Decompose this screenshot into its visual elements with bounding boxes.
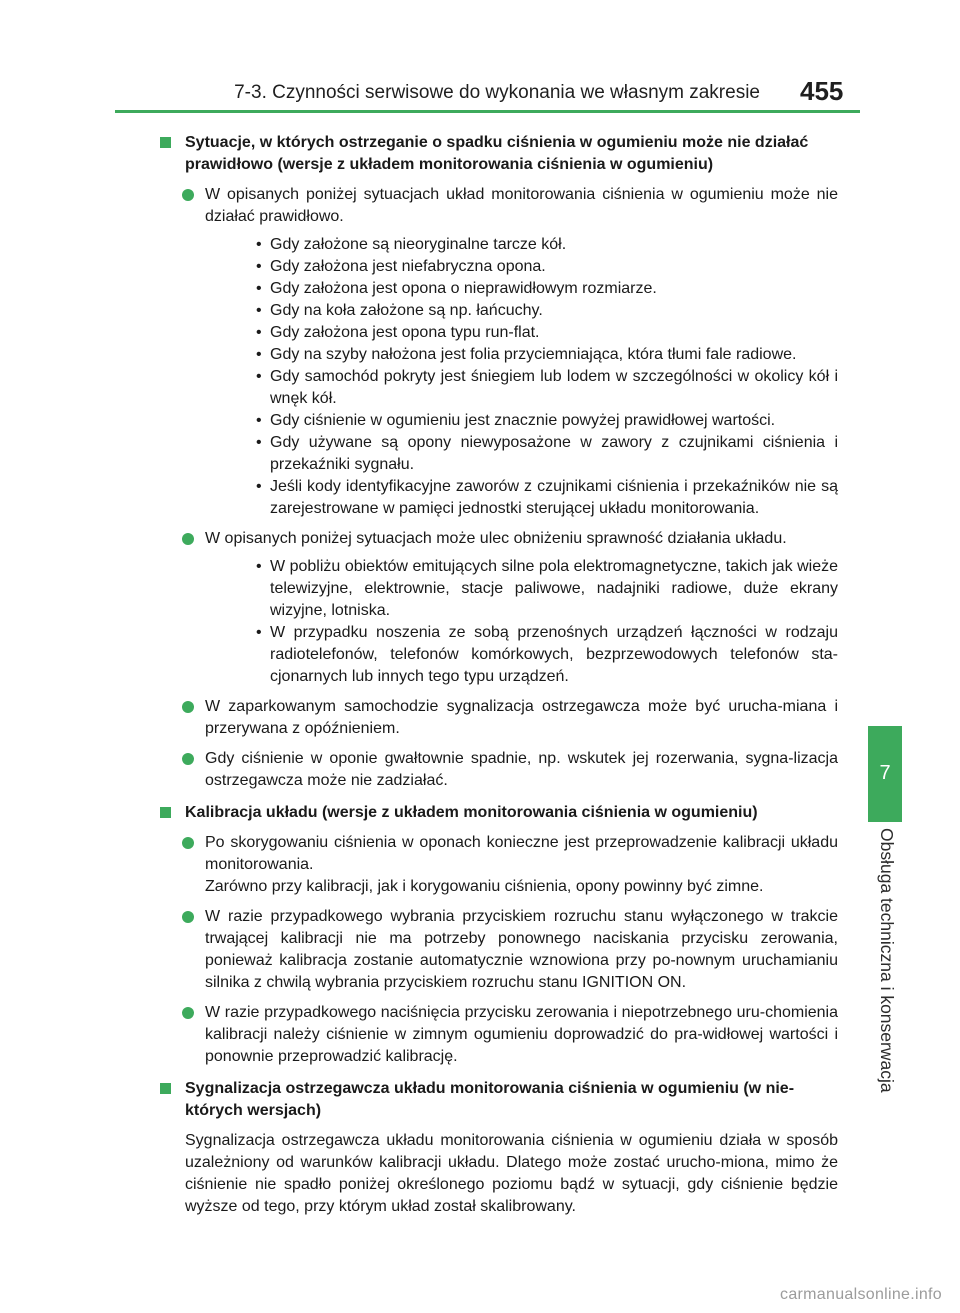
bullet-item bbox=[205, 366, 838, 410]
item-text: W razie przypadkowego wybrania przyciskiem rozruchu stanu wyłączonego w trakcie trwającej kalibracji nie ma potrzeby ponownego naciskania przycisku zerowania, ponieważ kalibracja zostanie automatycznie wznowiona przy po-nownym uruchamianiu silnika z chwilą wybrania przyciskiem rozruchu stanu IGNITION ON. bbox=[205, 908, 838, 991]
bullet-text: W przypadku noszenia ze sobą przenośnych urządzeń łączności w rodzaju radiotelefonów, telefonów komórkowych, bezprzewodowych telefonów sta-cjonarnych lub innych tego typu urządzeń. bbox=[270, 624, 838, 685]
header-divider bbox=[115, 110, 860, 113]
bullet-mark: • bbox=[256, 412, 262, 429]
circle-bullet-icon bbox=[182, 189, 194, 201]
bullet-mark: • bbox=[256, 280, 262, 297]
watermark: carmanualsonline.info bbox=[780, 1286, 942, 1303]
bullet-mark: • bbox=[256, 324, 262, 341]
list-item bbox=[160, 906, 838, 994]
list-item bbox=[160, 832, 838, 898]
bullet-mark: • bbox=[256, 478, 262, 495]
bullet-item bbox=[205, 322, 838, 344]
circle-bullet-icon bbox=[182, 701, 194, 713]
section-heading-text: Sytuacje, w których ostrzeganie o spadku ciśnienia w ogumieniu może nie działać prawidłowo (wersje z układem monitorowania ciśnienia w ogumieniu) bbox=[185, 134, 809, 173]
chapter-side-label bbox=[860, 828, 910, 1118]
page-number: 455 bbox=[800, 76, 844, 106]
chapter-tab bbox=[868, 726, 902, 822]
chapter-side-label-text: Obsługa techniczna i konserwacja bbox=[877, 828, 897, 1093]
section-heading bbox=[160, 802, 838, 824]
section-heading bbox=[160, 1078, 838, 1122]
circle-bullet-icon bbox=[182, 533, 194, 545]
circle-bullet-icon bbox=[182, 753, 194, 765]
section-heading-text: Sygnalizacja ostrzegawcza układu monitorowania ciśnienia w ogumieniu (w nie-których wersjach) bbox=[185, 1080, 795, 1119]
item-text-secondary: Zarówno przy kalibracji, jak i korygowaniu ciśnienia, opony powinny być zimne. bbox=[205, 878, 764, 895]
bullet-item bbox=[205, 256, 838, 278]
bullet-text: W pobliżu obiektów emitujących silne pola elektromagnetyczne, takich jak wieże telewizyjne, elektrownie, stacje paliwowe, nadajniki radiowe, duże ekrany wizyjne, lotniska. bbox=[270, 558, 838, 619]
section-calibration bbox=[160, 802, 838, 1068]
list-item bbox=[160, 528, 838, 688]
bullet-list bbox=[205, 234, 838, 520]
bullet-mark: • bbox=[256, 434, 262, 451]
bullet-item bbox=[205, 622, 838, 688]
item-text: W zaparkowanym samochodzie sygnalizacja ostrzegawcza może być urucha-miana i przerywana z opóźnieniem. bbox=[205, 698, 838, 737]
bullet-text: Gdy na szyby nałożona jest folia przyciemniająca, która tłumi fale radiowe. bbox=[270, 346, 797, 363]
bullet-mark: • bbox=[256, 558, 262, 575]
item-text: W razie przypadkowego naciśnięcia przycisku zerowania i niepotrzebnego uru-chomienia kalibracji należy ciśnienie w zimnym ogumieniu doprowadzić do pra-widłowej wartości i ponownie przeprowadzić kalibrację. bbox=[205, 1004, 838, 1065]
bullet-mark: • bbox=[256, 258, 262, 275]
item-text: Gdy ciśnienie w oponie gwałtownie spadnie, np. wskutek jej rozerwania, sygna-lizacja ostrzegawcza może nie zadziałać. bbox=[205, 750, 838, 789]
section-heading-text: Kalibracja układu (wersje z układem monitorowania ciśnienia w ogumieniu) bbox=[185, 804, 758, 821]
bullet-mark: • bbox=[256, 236, 262, 253]
page-content bbox=[160, 128, 838, 1218]
bullet-item bbox=[205, 556, 838, 622]
section-paragraph: Sygnalizacja ostrzegawcza układu monitorowania ciśnienia w ogumieniu działa w sposób uzależniony od warunków kalibracji układu. Dlatego może zostać urucho-miona, mimo że ciśnienie nie spadło poniżej określonego poziomu bądź w sytuacji, gdy ciśnienie będzie wyższe od tego, przy którym układ został skalibrowany. bbox=[185, 1132, 838, 1215]
circle-bullet-icon bbox=[182, 911, 194, 923]
chapter-tab-number: 7 bbox=[879, 762, 891, 784]
bullet-item bbox=[205, 278, 838, 300]
bullet-item bbox=[205, 432, 838, 476]
bullet-text: Gdy na koła założone są np. łańcuchy. bbox=[270, 302, 543, 319]
item-text: Po skorygowaniu ciśnienia w oponach konieczne jest przeprowadzenie kalibracji układu monitorowania. bbox=[205, 834, 838, 873]
circle-bullet-icon bbox=[182, 1007, 194, 1019]
square-bullet-icon bbox=[160, 1083, 171, 1094]
bullet-mark: • bbox=[256, 368, 262, 385]
bullet-text: Jeśli kody identyfikacyjne zaworów z czujnikami ciśnienia i przekaźników nie są zarejestrowane w pamięci jednostki sterującej układu monitorowania. bbox=[270, 478, 838, 517]
list-item bbox=[160, 696, 838, 740]
bullet-text: Gdy ciśnienie w ogumieniu jest znacznie powyżej prawidłowej wartości. bbox=[270, 412, 776, 429]
bullet-text: Gdy założona jest niefabryczna opona. bbox=[270, 258, 546, 275]
bullet-mark: • bbox=[256, 302, 262, 319]
section-tpms-malfunction bbox=[160, 132, 838, 792]
bullet-text: Gdy założona jest opona o nieprawidłowym rozmiarze. bbox=[270, 280, 657, 297]
item-text: W opisanych poniżej sytuacjach może ulec obniżeniu sprawność działania układu. bbox=[205, 530, 787, 547]
bullet-item bbox=[205, 300, 838, 322]
bullet-text: Gdy założone są nieoryginalne tarcze kół. bbox=[270, 236, 567, 253]
bullet-item bbox=[205, 410, 838, 432]
bullet-item bbox=[205, 476, 838, 520]
circle-bullet-icon bbox=[182, 837, 194, 849]
bullet-text: Gdy założona jest opona typu run-flat. bbox=[270, 324, 540, 341]
list-item bbox=[160, 748, 838, 792]
bullet-text: Gdy używane są opony niewyposażone w zawory z czujnikami ciśnienia i przekaźniki sygnału. bbox=[270, 434, 838, 473]
bullet-mark: • bbox=[256, 346, 262, 363]
page-header bbox=[0, 0, 960, 110]
square-bullet-icon bbox=[160, 807, 171, 818]
bullet-item bbox=[205, 344, 838, 366]
item-text: W opisanych poniżej sytuacjach układ monitorowania ciśnienia w ogumieniu może nie działać prawidłowo. bbox=[205, 186, 838, 225]
chapter-title: 7-3. Czynności serwisowe do wykonania we własnym zakresie bbox=[234, 82, 760, 103]
list-item bbox=[160, 184, 838, 520]
bullet-mark: • bbox=[256, 624, 262, 641]
square-bullet-icon bbox=[160, 137, 171, 148]
bullet-text: Gdy samochód pokryty jest śniegiem lub lodem w szczególności w okolicy kół i wnęk kół. bbox=[270, 368, 838, 407]
list-item bbox=[160, 1002, 838, 1068]
section-warning-signal bbox=[160, 1078, 838, 1218]
bullet-item bbox=[205, 234, 838, 256]
bullet-list bbox=[205, 556, 838, 688]
section-heading bbox=[160, 132, 838, 176]
